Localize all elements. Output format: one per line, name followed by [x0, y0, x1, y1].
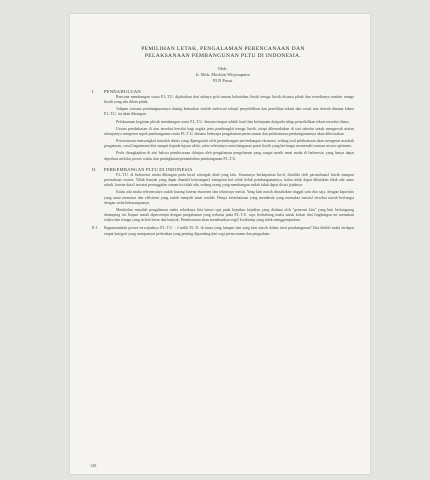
subsection-paragraph	[92, 226, 354, 236]
paragraph: P.L.T.U. di Indonesia mulai dibangun pada kira2 setengah abad yang lalu. Umumnya berkapasitas kecil, dimiliki oleh perusahaan2 listrik maupun perusahaan swasta. Tidak banyak yang dapat diambil keterangan2 mengenai hal seluk beluk pembangunannya, kalau tidak dapat dikatakan tidak ada sama sekali, karena data2 tercatat peninggalan zaman itu tidak ada, sedang orang yang membangun sudah tidak dapat dicari jejaknya.	[104, 172, 354, 188]
paragraph: Pelaksanaan kegiatan phisik membangun suatu P.L.T.U. dimana tempat adalah hasil dan kelanjutan daripada tahap penyelidikan teknis tersebut diatas.	[116, 119, 350, 124]
subsection-number: II.1.	[92, 226, 99, 231]
paragraph: Perencanaan menyangkut masalah teknis yang dipengaruhi oleh pertimbangan-pertimbangan ekonomi, sedang soal pelaksanaan akan mengenai masalah pengaturan, cara2 bagaimana kita sampai kepada tujuan akhir, yaitu selesainya suatu bangunan pusat listrik yang berfungsi memenuhi sasaran secara optimum.	[104, 139, 354, 149]
paragraph: Uraian pembahasan di atas tersebut bersifat bagi segala jenis pembangkit tenaga listrik, tetapi dikemukakan di sini sekedar untuk mengawali uraian selanjutnya mengenai aspek pembangunan suatu P.L.T.U. dimana beberapa pengalaman perencanaan dan pelaksanaan pembangunannya akan dibicarakan.	[104, 126, 354, 136]
paragraph: Perlu diungkapkan di sini bahwa pembicaraan ditinjau oleh pengalaman pengelaman yang sangat masih amat muda di Indonesia, yang hanya dapat diperluas melalui proses waktu dan peningkatan/penambahan pembangunan P.L.T.U.	[104, 151, 354, 161]
paragraph: Rencana membangun suatu P.L.T.U. dijabarkan dari adanya pola umum kebutuhan listrik tenaga listrik disuatu pihak dan tersedianya sumber tenaga listrik yang ada dilain pihak.	[104, 95, 354, 105]
paragraph: Kalau ada maka relevansinya sudah kurang karena ekonomi dan teknisnya mesin. Yang kini masih diusahakan tinggal satu dua saja, dengan kapasitas yang amat menurun dan effisiensi yang sudah menjadi amat rendah. Hanya keterbatasan yang mendesak yang memaksa mesin2 tersebut masih berfungsi dengan serba kekurangannya.	[104, 190, 354, 205]
section-title: PERKEMBANGAN PLTU DI INDONESIA	[104, 166, 193, 172]
section-body	[104, 95, 354, 162]
section-number: II.	[92, 166, 97, 172]
author-name: Ir. Moh. Mochtar Wirjosaputro	[195, 71, 251, 77]
title-line: PELAKSANAAN PEMBANGUNAN PLTU DI INDONESIA.	[144, 53, 302, 60]
page-content	[92, 46, 354, 239]
by-label: Oleh :	[217, 65, 229, 71]
paragraph: Adapun rencana pembangunannya datang kemudian setelah melewati tahap2 penyelidikan dan penelitian teknis dan sosial atas daerah dimana lokasi P.L.T.U. itu akan dibangun.	[104, 107, 354, 117]
document-page	[70, 14, 370, 474]
page-number: 148	[90, 463, 97, 468]
section-title: PENDAHULUAN	[104, 88, 141, 94]
paragraph: Membahas masalah pengalaman maka sebaiknya kita batasi saja pada kejadian kejadian yang dialami oleh "generasi kita" yang kini berlangsung disamping ini. Itupun masih dipersempit dengan pengalaman yang terbatas pada P.L.T.U. saja, berhubung usaha untuk keluar dari lingkungan ini memakan waktu dan tenaga yang terlalu besar dan banyak. Pembicaraan akan menekankan segi2 kwalitatip yang tidak menggemparkan.	[104, 207, 354, 223]
title-line: PEMILIHAN LETAK, PENGALAMAN PERENCANAAN DAN	[141, 46, 305, 52]
author-affiliation: PLN Pusat.	[212, 77, 233, 83]
document-title	[96, 46, 350, 61]
section-body	[104, 173, 354, 223]
subsection-body	[92, 226, 354, 236]
section-number: I.	[92, 88, 96, 94]
paragraph-text: Bagaimanakah proses terwujudnya P.L.T.U. - 2 milik P.L.N. di masa yang lampau dan yang kini masih dalam taraf pembangunan? Jika ditelili maka terdapat empat kategori yang mempunyai perbedaan yang penting dipandang dari segi perencanaan dan pengadaan :	[104, 226, 354, 236]
